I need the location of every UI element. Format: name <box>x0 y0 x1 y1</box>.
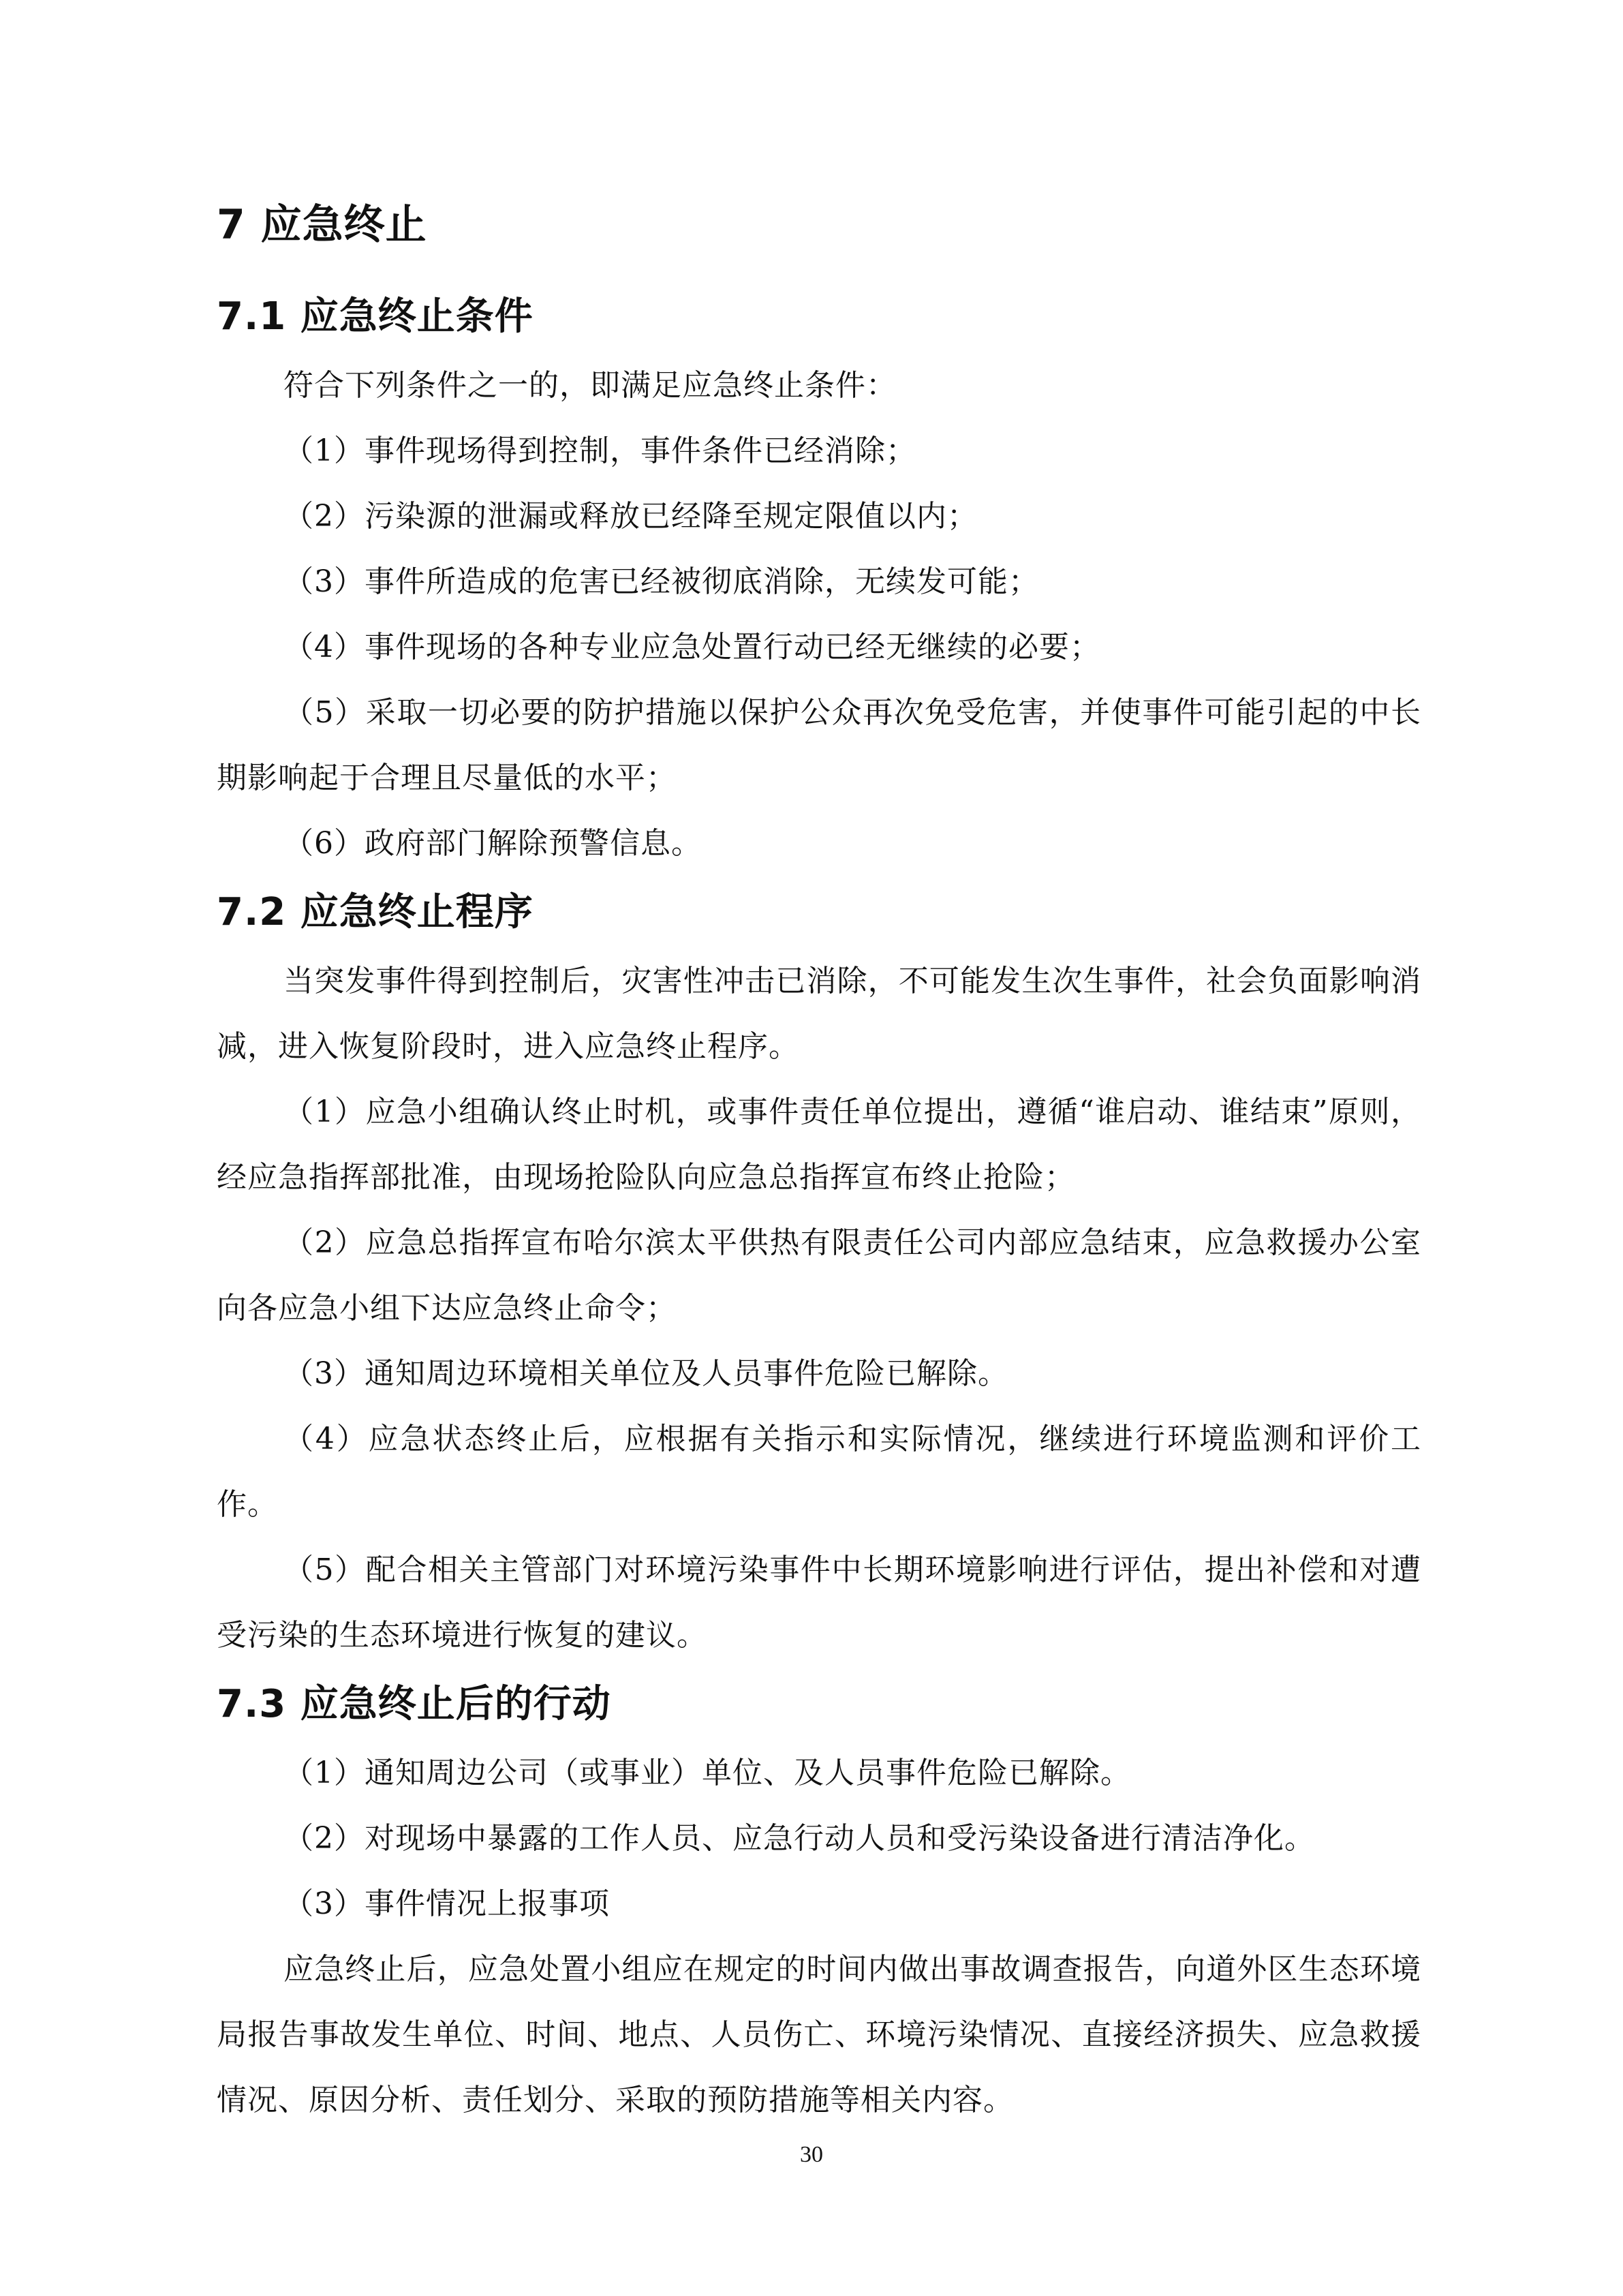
list-item: （1）通知周边公司（或事业）单位、及人员事件危险已解除。 <box>283 1756 1131 1790</box>
paragraph: 当突发事件得到控制后，灾害性冲击已消除，不可能发生次生事件，社会负面影响消减，进入恢复阶段时，进入应急终止程序。 <box>217 964 1421 1064</box>
section-heading-7-2: 7.2 应急终止程序 <box>217 890 534 934</box>
list-item: （2）应急总指挥宣布哈尔滨太平供热有限责任公司内部应急结束，应急救援办公室向各应急小组下达应急终止命令； <box>217 1225 1421 1326</box>
list-item: （5）配合相关主管部门对环境污染事件中长期环境影响进行评估，提出补偿和对遭受污染的生态环境进行恢复的建议。 <box>217 1552 1421 1653</box>
section-heading-7-1: 7.1 应急终止条件 <box>217 294 534 339</box>
list-item: （4）事件现场的各种专业应急处置行动已经无继续的必要； <box>283 630 1100 664</box>
section-heading-7-3: 7.3 应急终止后的行动 <box>217 1682 611 1726</box>
list-item: （2）污染源的泄漏或释放已经降至规定限值以内； <box>283 499 978 534</box>
page-number: 30 <box>800 2142 823 2167</box>
paragraph: 应急终止后，应急处置小组应在规定的时间内做出事故调查报告，向道外区生态环境局报告事故发生单位、时间、地点、人员伤亡、环境污染情况、直接经济损失、应急救援情况、原因分析、责任划分、采取的预防措施等相关内容。 <box>217 1952 1421 2117</box>
chapter-title: 7 应急终止 <box>217 201 427 249</box>
list-item: （3）事件情况上报事项 <box>283 1886 610 1921</box>
list-item: （2）对现场中暴露的工作人员、应急行动人员和受污染设备进行清洁净化。 <box>283 1821 1315 1856</box>
list-item: （3）事件所造成的危害已经被彻底消除，无续发可能； <box>283 564 1039 599</box>
page-content <box>217 184 1421 2133</box>
list-item: （6）政府部门解除预警信息。 <box>283 826 702 861</box>
list-item: （1）事件现场得到控制，事件条件已经消除； <box>283 433 916 468</box>
list-item: （5）采取一切必要的防护措施以保护公众再次免受危害，并使事件可能引起的中长期影响起于合理且尽量低的水平； <box>217 695 1421 795</box>
list-item: （4）应急状态终止后，应根据有关指示和实际情况，继续进行环境监测和评价工作。 <box>217 1422 1421 1522</box>
list-item: （1）应急小组确认终止时机，或事件责任单位提出，遵循“谁启动、谁结束”原则，经应急指挥部批准，由现场抢险队向应急总指挥宣布终止抢险； <box>217 1095 1421 1195</box>
list-item: （3）通知周边环境相关单位及人员事件危险已解除。 <box>283 1356 1008 1391</box>
paragraph: 符合下列条件之一的，即满足应急终止条件： <box>283 368 897 403</box>
